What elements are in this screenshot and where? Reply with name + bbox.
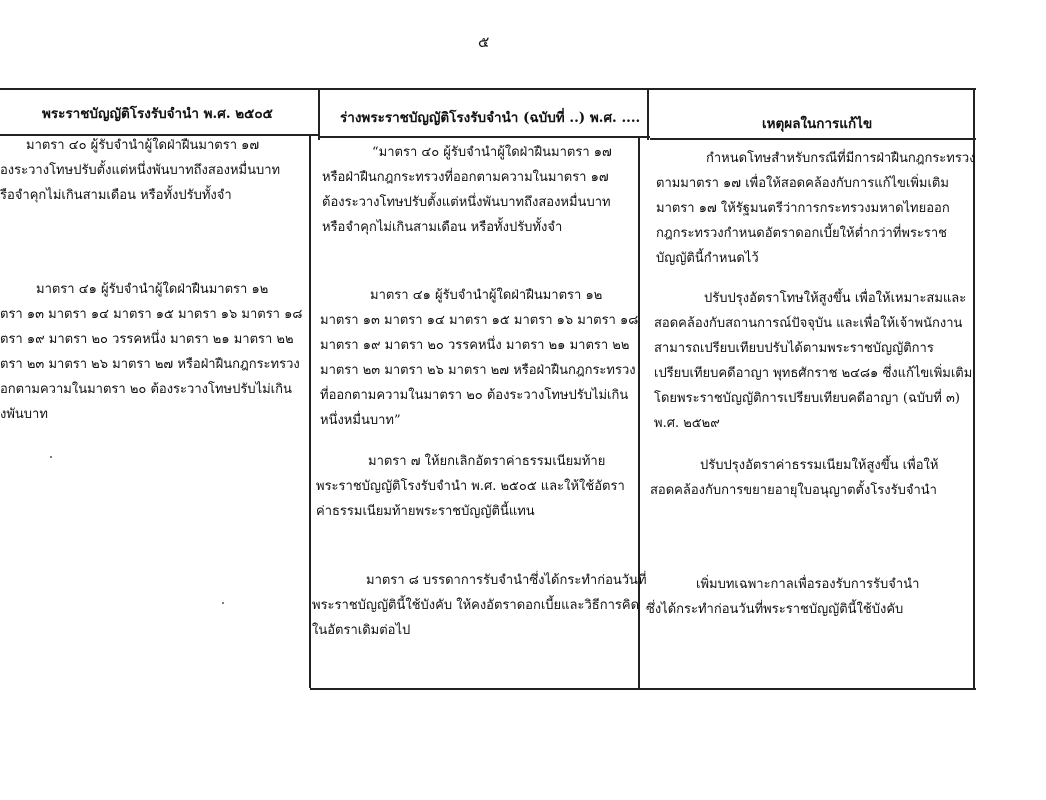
text-line: งพันบาท <box>0 407 48 422</box>
column-header-draft-act: ร่างพระราชบัญญัติโรงรับจำนำ (ฉบับที่ ..) พ.ศ. .... <box>340 110 641 126</box>
text-line: เพิ่มบทเฉพาะกาลเพื่อรองรับการรับจำนำ <box>696 577 920 592</box>
column-divider-1 <box>318 88 320 140</box>
text-line: ค่าธรรมเนียมท้ายพระราชบัญญัตินี้แทน <box>316 504 535 519</box>
text-line: ตรา ๑๙ มาตรา ๒๐ วรรคหนึ่ง มาตรา ๒๑ มาตรา ๒๒ <box>0 332 294 347</box>
text-line: มาตรา ๔๑ ผู้รับจำนำผู้ใดฝ่าฝืนมาตรา ๑๒ <box>370 288 603 303</box>
scan-speck <box>50 456 52 458</box>
header-bottom-border-right <box>650 138 976 140</box>
draft-section-41 <box>320 283 638 433</box>
text-line: หนึ่งหมื่นบาท” <box>320 413 401 428</box>
comparison-table <box>0 84 976 692</box>
text-line: กฎกระทรวงกำหนดอัตราดอกเบี้ยให้ต่ำกว่าที่พระราช <box>656 226 948 241</box>
text-line: บัญญัตินี้กำหนดไว้ <box>656 251 759 266</box>
text-line: สอดคล้องกับสถานการณ์ปัจจุบัน และเพื่อให้เจ้าพนักงาน <box>654 316 963 331</box>
header-bottom-border-mid <box>320 136 650 138</box>
table-bottom-border <box>310 688 976 690</box>
text-line: มาตรา ๔๑ ผู้รับจำนำผู้ใดฝ่าฝืนมาตรา ๑๒ <box>36 282 269 297</box>
text-line: ต้องระวางโทษปรับตั้งแต่หนึ่งพันบาทถึงสองหมื่นบาท <box>322 195 611 210</box>
table-top-border <box>0 88 976 90</box>
text-line: มาตรา ๔๐ ผู้รับจำนำผู้ใดฝ่าฝืนมาตรา ๑๗ <box>26 138 260 153</box>
draft-section-7 <box>316 449 625 524</box>
draft-section-8 <box>312 568 647 643</box>
page-number: ๕ <box>478 33 490 51</box>
reason-section-8 <box>646 572 919 622</box>
text-line: สอดคล้องกับการขยายอายุใบอนุญาตตั้งโรงรับจำนำ <box>650 483 937 498</box>
draft-section-40 <box>322 140 612 240</box>
reason-section-41 <box>654 286 972 436</box>
column-divider-1-body <box>309 136 311 688</box>
column-header-current-act: พระราชบัญญัติโรงรับจำนำ พ.ศ. ๒๕๐๕ <box>42 106 273 122</box>
text-line: องระวางโทษปรับตั้งแต่หนึ่งพันบาทถึงสองหมื่นบาท <box>0 163 281 178</box>
text-line: มาตรา ๗ ให้ยกเลิกอัตราค่าธรรมเนียมท้าย <box>368 454 606 469</box>
column-header-reasons: เหตุผลในการแก้ไข <box>762 116 873 132</box>
text-line: มาตรา ๘ บรรดาการรับจำนำซึ่งได้กระทำก่อนวันที่ <box>366 573 647 588</box>
text-line: รือจำคุกไม่เกินสามเดือน หรือทั้งปรับทั้งจำ <box>0 188 232 203</box>
text-line: มาตรา ๑๙ มาตรา ๒๐ วรรคหนึ่ง มาตรา ๒๑ มาตรา ๒๒ <box>320 338 630 353</box>
text-line: โดยพระราชบัญญัติการเปรียบเทียบคดีอาญา (ฉบับที่ ๓) <box>654 391 960 406</box>
text-line: ในอัตราเดิมต่อไป <box>312 623 411 638</box>
text-line: ซึ่งได้กระทำก่อนวันที่พระราชบัญญัตินี้ใช้บังคับ <box>646 602 904 617</box>
text-line: ที่ออกตามความในมาตรา ๒๐ ต้องระวางโทษปรับไม่เกิน <box>320 388 629 403</box>
text-line: อกตามความในมาตรา ๒๐ ต้องระวางโทษปรับไม่เกิน <box>0 382 292 397</box>
scan-speck <box>222 602 224 604</box>
text-line: พ.ศ. ๒๕๒๙ <box>654 416 720 431</box>
text-line: สามารถเปรียบเทียบปรับได้ตามพระราชบัญญัติการ <box>654 341 934 356</box>
text-line: ปรับปรุงอัตราโทษให้สูงขึ้น เพื่อให้เหมาะสมและ <box>704 291 967 306</box>
text-line: กำหนดโทษสำหรับกรณีที่มีการฝ่าฝืนกฎกระทรวง <box>706 151 976 166</box>
reason-section-7 <box>650 453 938 503</box>
text-line: “มาตรา ๔๐ ผู้รับจำนำผู้ใดฝ่าฝืนมาตรา ๑๗ <box>372 145 612 160</box>
text-line: เปรียบเทียบคดีอาญา พุทธศักราช ๒๔๘๑ ซึ่งแก้ไขเพิ่มเติม <box>654 366 973 381</box>
text-line: หรือฝ่าฝืนกฎกระทรวงที่ออกตามความในมาตรา ๑๗ <box>322 170 609 185</box>
text-line: หรือจำคุกไม่เกินสามเดือน หรือทั้งปรับทั้งจำ <box>322 220 563 235</box>
text-line: ปรับปรุงอัตราค่าธรรมเนียมให้สูงขึ้น เพื่อให้ <box>700 458 939 473</box>
text-line: พระราชบัญญัติโรงรับจำนำ พ.ศ. ๒๕๐๕ และให้ใช้อัตรา <box>316 479 625 494</box>
text-line: ตรา ๒๓ มาตรา ๒๖ มาตรา ๒๗ หรือฝ่าฝืนกฎกระทรวง <box>0 357 300 372</box>
text-line: มาตรา ๑๗ ให้รัฐมนตรีว่าการกระทรวงมหาดไทยออก <box>656 201 950 216</box>
text-line: ตรา ๑๓ มาตรา ๑๔ มาตรา ๑๕ มาตรา ๑๖ มาตรา ๑๘ <box>0 307 303 322</box>
text-line: ตามมาตรา ๑๗ เพื่อให้สอดคล้องกับการแก้ไขเพิ่มเติม <box>656 176 949 191</box>
column-divider-2 <box>647 88 649 140</box>
text-line: มาตรา ๒๓ มาตรา ๒๖ มาตรา ๒๗ หรือฝ่าฝืนกฎกระทรวง <box>320 363 636 378</box>
text-line: พระราชบัญญัตินี้ใช้บังคับ ให้คงอัตราดอกเบี้ยและวิธีการคิด <box>312 598 640 613</box>
reason-section-40 <box>656 146 976 271</box>
text-line: มาตรา ๑๓ มาตรา ๑๔ มาตรา ๑๕ มาตรา ๑๖ มาตรา ๑๘ <box>320 313 639 328</box>
current-section-40 <box>0 133 280 208</box>
current-section-41 <box>0 277 302 427</box>
